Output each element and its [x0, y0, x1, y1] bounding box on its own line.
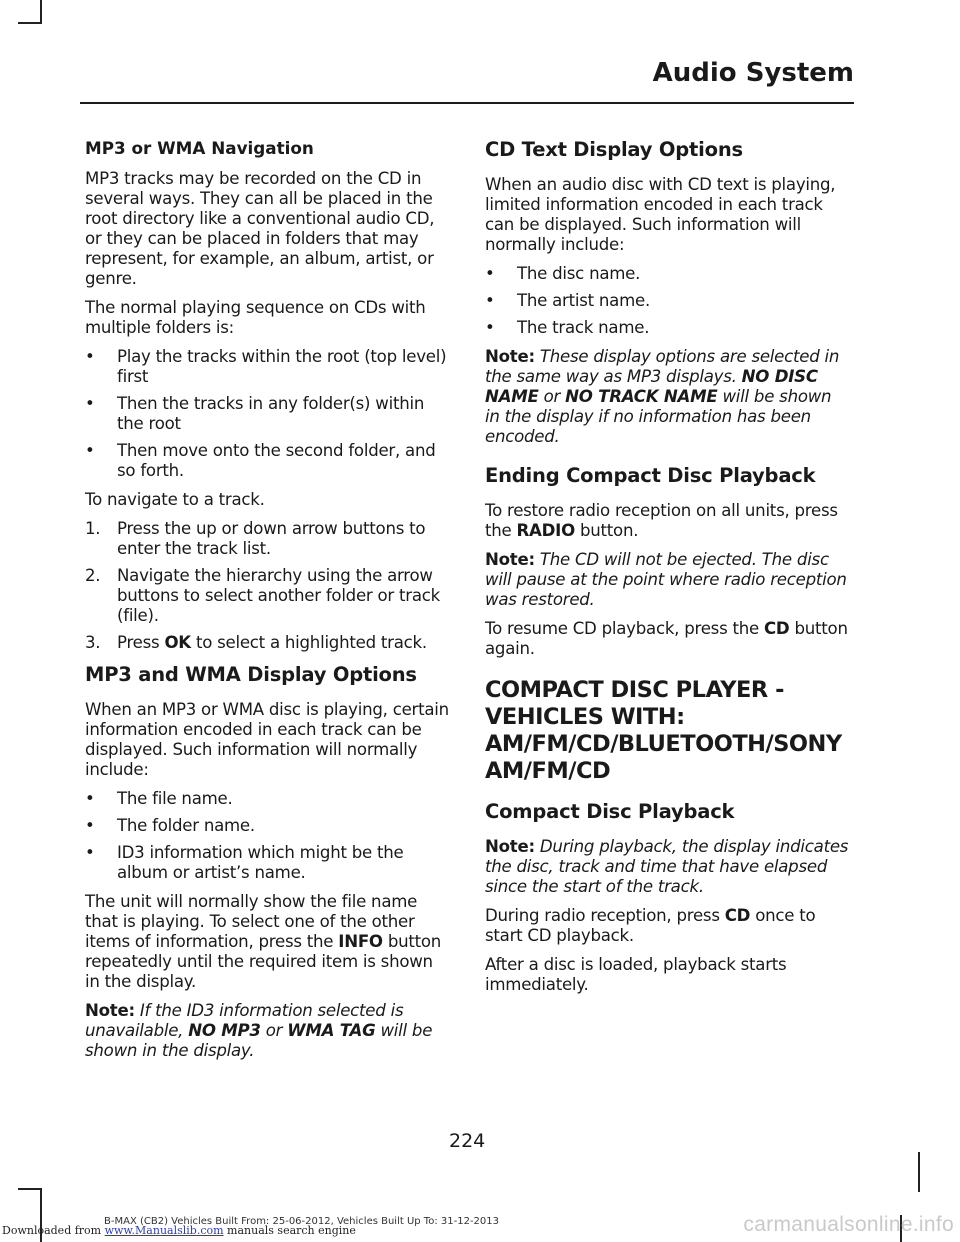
bullet: •	[85, 789, 95, 808]
left-column	[85, 137, 449, 1070]
crop-mark	[40, 0, 42, 22]
bullet: •	[85, 843, 95, 862]
paragraph: To resume CD playback, press the CD button again.	[485, 619, 848, 658]
paragraph: To navigate to a track.	[85, 490, 265, 509]
list-item: • The artist name.	[485, 291, 651, 310]
list-item: • Then the tracks in any folder(s) within the root	[85, 394, 425, 433]
bullet: •	[85, 441, 95, 460]
bullet-list	[485, 264, 849, 338]
heading-cd-playback: Compact Disc Playback	[485, 800, 735, 823]
section-title: Audio System	[652, 58, 854, 88]
vehicle-footer: B-MAX (CB2) Vehicles Built From: 25-06-2012, Vehicles Built Up To: 31-12-2013	[104, 1216, 499, 1227]
bullet-list	[85, 789, 449, 883]
list-item: • The file name.	[85, 789, 233, 808]
note: Note: During playback, the display indicates the disc, track and time that have elapsed since the start of the track.	[485, 837, 849, 896]
list-item: • ID3 information which might be the album or artist’s name.	[85, 843, 404, 882]
heading-display-options: MP3 and WMA Display Options	[85, 663, 417, 686]
paragraph: When an audio disc with CD text is playing, limited information encoded in each track can be displayed. Such information will normally include:	[485, 175, 836, 254]
bullet: •	[485, 291, 495, 310]
list-item: • The disc name.	[485, 264, 641, 283]
list-item: 3. Press OK to select a highlighted track.	[85, 633, 427, 652]
page-number: 224	[449, 1130, 486, 1152]
note: Note: If the ID3 information selected is unavailable, NO MP3 or WMA TAG will be shown in the display.	[85, 1001, 433, 1060]
list-item: 2. Navigate the hierarchy using the arrow buttons to select another folder or track (file).	[85, 566, 441, 625]
bullet: •	[485, 318, 495, 337]
paragraph: When an MP3 or WMA disc is playing, certain information encoded in each track can be displayed. Such information will normally include:	[85, 700, 449, 779]
paragraph: MP3 tracks may be recorded on the CD in several ways. They can all be placed in the root directory like a conventional audio CD, or they can be placed in folders that may represent, for example, an album, artist, or genre.	[85, 169, 435, 288]
list-item: • The folder name.	[85, 816, 255, 835]
bullet-list	[85, 347, 449, 481]
paragraph: After a disc is loaded, playback starts immediately.	[485, 955, 787, 994]
right-column	[485, 137, 849, 1004]
crop-mark	[918, 1152, 920, 1192]
watermark: carmanualsonline.info	[743, 1213, 954, 1236]
chapter-heading: COMPACT DISC PLAYER - VEHICLES WITH: AM/FM/CD/BLUETOOTH/SONY AM/FM/CD	[485, 677, 842, 784]
header-rule	[80, 102, 854, 104]
bullet: •	[85, 816, 95, 835]
note: Note: The CD will not be ejected. The disc will pause at the point where radio reception was restored.	[485, 550, 847, 609]
paragraph: The normal playing sequence on CDs with multiple folders is:	[85, 298, 426, 337]
bullet: •	[85, 394, 95, 413]
numbered-list	[85, 519, 449, 653]
note: Note: These display options are selected in the same way as MP3 displays. NO DISC NAME or NO TRACK NAME will be shown in the display if no information has been encoded.	[485, 347, 840, 446]
list-item: • The track name.	[485, 318, 650, 337]
heading-ending-playback: Ending Compact Disc Playback	[485, 464, 816, 487]
paragraph: The unit will normally show the file name that is playing. To select one of the other items of information, press the INFO button repeatedly until the required item is shown in the display.	[85, 892, 442, 991]
bullet: •	[85, 347, 95, 366]
bullet: •	[485, 264, 495, 283]
manualslib-link[interactable]: www.Manualslib.com	[104, 1224, 224, 1237]
heading-cd-text-options: CD Text Display Options	[485, 138, 743, 161]
list-item: • Then move onto the second folder, and so forth.	[85, 441, 436, 480]
download-credit: Downloaded from www.Manualslib.com manuals search engine	[2, 1224, 356, 1237]
heading-mp3-navigation: MP3 or WMA Navigation	[85, 138, 314, 158]
paragraph: During radio reception, press CD once to start CD playback.	[485, 906, 816, 945]
crop-mark	[18, 22, 42, 24]
list-item: • Play the tracks within the root (top level) first	[85, 347, 447, 386]
list-item: 1. Press the up or down arrow buttons to enter the track list.	[85, 519, 426, 558]
crop-mark	[18, 1188, 42, 1190]
paragraph: To restore radio reception on all units, press the RADIO button.	[485, 501, 838, 540]
